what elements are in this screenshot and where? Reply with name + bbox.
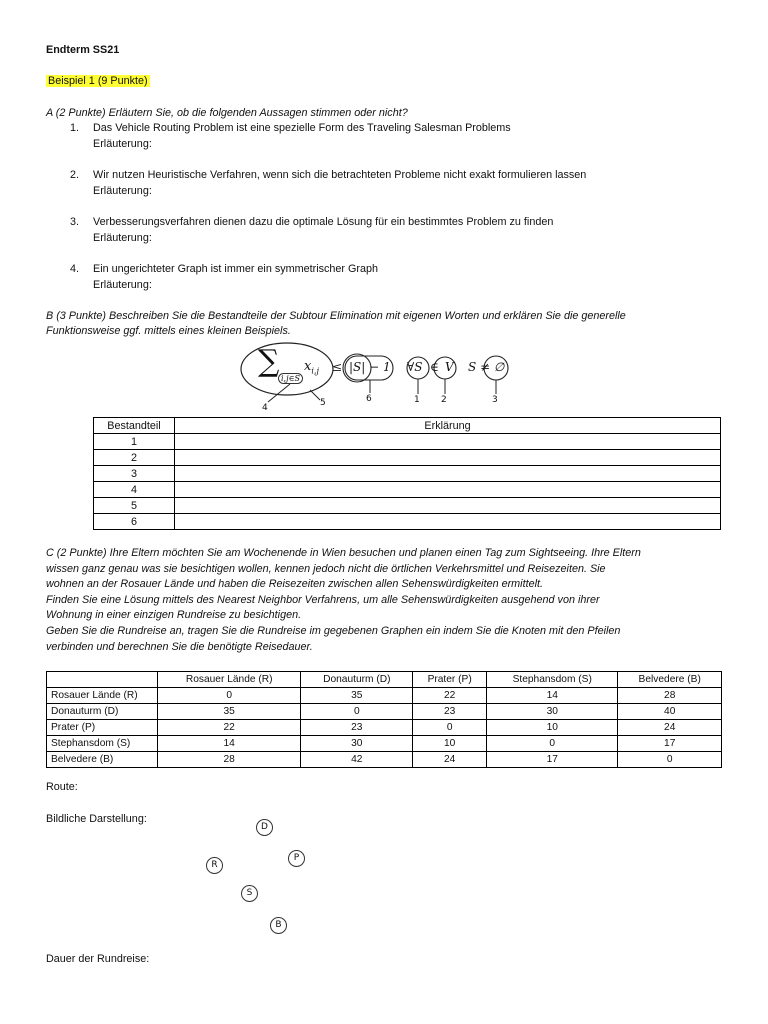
item-explanation-label: Erläuterung:	[93, 138, 152, 150]
item-text: Wir nutzen Heuristische Verfahren, wenn sich die betrachteten Probleme nicht exakt formulieren lassen	[93, 169, 587, 181]
cell: 10	[487, 720, 618, 736]
cell: 14	[487, 688, 618, 704]
formula-label-3: 3	[492, 395, 498, 405]
table-row	[47, 736, 722, 752]
part-b-intro-line1: B (3 Punkte) Beschreiben Sie die Bestandteile der Subtour Elimination mit eigenen Worten und erklären Sie die generelle	[46, 310, 626, 322]
node-b[interactable]: B	[270, 917, 287, 934]
col-header: Belvedere (B)	[618, 672, 722, 688]
cell: 14	[158, 736, 301, 752]
label-line-5	[310, 390, 320, 400]
cell: 22	[158, 720, 301, 736]
col-header: Prater (P)	[413, 672, 487, 688]
cell: 0	[618, 752, 722, 768]
item-number: 3.	[70, 216, 80, 228]
notempty-text: S ≠ ∅	[468, 360, 505, 374]
formula-label-5: 5	[320, 398, 326, 408]
cell: 24	[413, 752, 487, 768]
item-text: Ein ungerichteter Graph ist immer ein symmetrischer Graph	[93, 263, 379, 275]
in-symbol: ∈	[430, 360, 439, 374]
explanation-cell[interactable]	[175, 482, 721, 498]
item-number: 2.	[70, 169, 80, 181]
col-header: Donauturm (D)	[301, 672, 413, 688]
item-text: Verbesserungsverfahren dienen dazu die optimale Lösung für ein bestimmtes Problem zu finden	[93, 216, 554, 228]
explanation-cell[interactable]	[175, 514, 721, 530]
cell: 24	[618, 720, 722, 736]
sigma-symbol: ∑	[258, 344, 280, 379]
cell: 10	[413, 736, 487, 752]
cell: 28	[618, 688, 722, 704]
cell: 23	[413, 704, 487, 720]
cell: 0	[301, 704, 413, 720]
sum-ellipse	[241, 343, 333, 395]
item-explanation-label: Erläuterung:	[93, 279, 152, 291]
part-c-line: Geben Sie die Rundreise an, tragen Sie die Rundreise im gegebenen Graphen ein indem Sie die Knoten mit den Pfeilen	[46, 624, 621, 637]
explanation-cell[interactable]	[175, 434, 721, 450]
table-row	[47, 752, 722, 768]
route-label: Route:	[46, 781, 78, 793]
cell: 42	[301, 752, 413, 768]
variable-subscript: i,j	[311, 366, 319, 376]
part-c-line: C (2 Punkte) Ihre Eltern möchten Sie am Wochenende in Wien besuchen und planen einen Tag zum Sightseeing. Ihre Eltern	[46, 547, 641, 559]
table-row	[94, 466, 721, 482]
row-label: Belvedere (B)	[47, 752, 158, 768]
table-row	[94, 434, 721, 450]
cell: 17	[487, 752, 618, 768]
cell: 22	[413, 688, 487, 704]
table-header-row	[94, 418, 721, 434]
forall-text: ∀S	[407, 360, 423, 374]
cell: 17	[618, 736, 722, 752]
cell: 28	[158, 752, 301, 768]
header-erklaerung: Erklärung	[175, 418, 721, 434]
col-header: Rosauer Lände (R)	[158, 672, 301, 688]
duration-label: Dauer der Rundreise:	[46, 953, 150, 965]
cell: 30	[301, 736, 413, 752]
table-row	[94, 482, 721, 498]
row-label: Donauturm (D)	[47, 704, 158, 720]
node-p[interactable]: P	[288, 850, 305, 867]
section-highlight: Beispiel 1 (9 Punkte)	[48, 75, 148, 87]
rhs-text: |S| − 1	[349, 360, 391, 374]
header-bestandteil: Bestandteil	[94, 418, 175, 434]
table-row	[94, 450, 721, 466]
table-row	[94, 514, 721, 530]
row-number: 4	[94, 482, 175, 498]
formula-label-6: 6	[366, 394, 372, 404]
graph-label: Bildliche Darstellung:	[46, 813, 147, 825]
variable-x: x	[304, 359, 312, 374]
row-label: Rosauer Lände (R)	[47, 688, 158, 704]
part-c-text	[46, 546, 726, 655]
cell: 40	[618, 704, 722, 720]
row-number: 1	[94, 434, 175, 450]
part-b-intro-line2: Funktionsweise ggf. mittels eines kleinen Beispiels.	[46, 325, 291, 337]
part-c-line: verbinden und berechnen Sie die benötigte Reisedauer.	[46, 640, 313, 653]
item-number: 4.	[70, 263, 80, 275]
col-header: Stephansdom (S)	[487, 672, 618, 688]
explanation-cell[interactable]	[175, 498, 721, 514]
part-c-line: Wohnung in einer einzigen Rundreise zu besichtigen.	[46, 609, 302, 622]
row-label: Stephansdom (S)	[47, 736, 158, 752]
node-r[interactable]: R	[206, 857, 223, 874]
row-number: 3	[94, 466, 175, 482]
formula-label-2: 2	[441, 395, 447, 405]
node-d[interactable]: D	[256, 819, 273, 836]
cell: 30	[487, 704, 618, 720]
row-number: 2	[94, 450, 175, 466]
table-row	[94, 498, 721, 514]
row-number: 5	[94, 498, 175, 514]
table-row	[47, 720, 722, 736]
item-text: Das Vehicle Routing Problem ist eine spezielle Form des Traveling Salesman Problems	[93, 122, 511, 134]
explanation-cell[interactable]	[175, 450, 721, 466]
item-number: 1.	[70, 122, 80, 134]
part-c-line: wohnen an der Rosauer Lände und haben die Reisezeiten zwischen allen Sehenswürdigkeiten ermittelt.	[46, 578, 543, 591]
document-title: Endterm SS21	[46, 44, 120, 56]
cell: 35	[301, 688, 413, 704]
row-label: Prater (P)	[47, 720, 158, 736]
header-empty	[47, 672, 158, 688]
v-text: V	[445, 360, 454, 374]
formula-annotation-lines	[0, 0, 768, 420]
table-row	[47, 704, 722, 720]
cell: 0	[413, 720, 487, 736]
cell: 0	[487, 736, 618, 752]
item-explanation-label: Erläuterung:	[93, 185, 152, 197]
part-c-line: wissen ganz genau was sie besichtigen wollen, kennen jedoch nicht die örtlichen Verkehrsmittel und Reisezeiten. Sie	[46, 562, 606, 575]
formula-label-1: 1	[414, 395, 420, 405]
leq-symbol: ≤	[332, 360, 343, 374]
table-row	[47, 688, 722, 704]
cell: 35	[158, 704, 301, 720]
part-a-intro: A (2 Punkte) Erläutern Sie, ob die folgenden Aussagen stimmen oder nicht?	[46, 107, 408, 119]
explanation-cell[interactable]	[175, 466, 721, 482]
subtour-table	[93, 417, 721, 530]
cell: 23	[301, 720, 413, 736]
node-s[interactable]: S	[241, 885, 258, 902]
item-explanation-label: Erläuterung:	[93, 232, 152, 244]
table-header-row	[47, 672, 722, 688]
formula-label-4: 4	[262, 403, 268, 413]
travel-time-table	[46, 671, 722, 768]
cell: 0	[158, 688, 301, 704]
formula-variable	[304, 359, 319, 376]
sum-subscript: i,j∈S	[278, 373, 303, 384]
row-number: 6	[94, 514, 175, 530]
part-c-line: Finden Sie eine Lösung mittels des Nearest Neighbor Verfahrens, um alle Sehenswürdigkeiten ausgehend von ihrer	[46, 593, 600, 606]
